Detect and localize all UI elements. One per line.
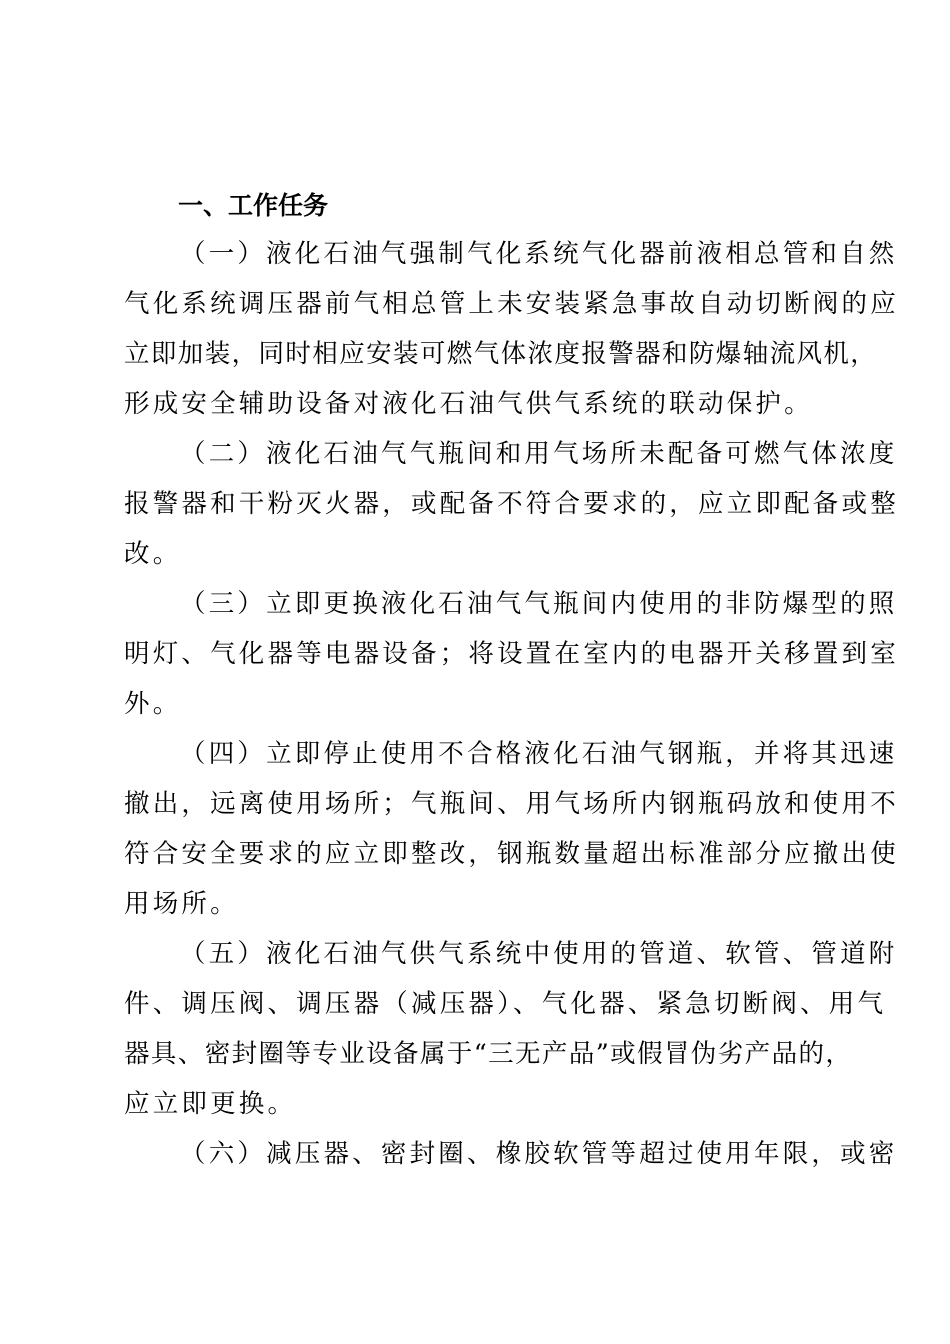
paragraph-1-line-4: 形成安全辅助设备对液化石油气供气系统的联动保护。 — [124, 389, 813, 419]
paragraph-3-line-3: 外。 — [124, 689, 182, 719]
paragraph-2-line-3: 改。 — [124, 539, 182, 569]
paragraph-6-line-1: （六）减压器、密封圈、橡胶软管等超过使用年限，或密 — [180, 1139, 898, 1169]
paragraph-2-line-1: （二）液化石油气气瓶间和用气场所未配备可燃气体浓度 — [180, 439, 898, 469]
paragraph-4-line-1: （四）立即停止使用不合格液化石油气钢瓶，并将其迅速 — [180, 739, 898, 769]
paragraph-4-line-3: 符合安全要求的应立即整改，钢瓶数量超出标准部分应撤出使 — [124, 839, 899, 869]
paragraph-3-line-2: 明灯、气化器等电器设备；将设置在室内的电器开关移置到室 — [124, 639, 899, 669]
paragraph-1-line-2: 气化系统调压器前气相总管上未安装紧急事故自动切断阀的应 — [124, 289, 899, 319]
section-heading: 一、工作任务 — [178, 191, 329, 220]
paragraph-3-line-1: （三）立即更换液化石油气气瓶间内使用的非防爆型的照 — [180, 589, 898, 619]
paragraph-5-line-3: 器具、密封圈等专业设备属于“三无产品”或假冒伪劣产品的， — [124, 1039, 853, 1069]
paragraph-4-line-2: 撤出，远离使用场所；气瓶间、用气场所内钢瓶码放和使用不 — [124, 789, 899, 819]
paragraph-5-line-4: 应立即更换。 — [124, 1089, 297, 1119]
paragraph-4-line-4: 用场所。 — [124, 889, 239, 919]
paragraph-2-line-2: 报警器和干粉灭火器，或配备不符合要求的，应立即配备或整 — [124, 489, 899, 519]
paragraph-1-line-1: （一）液化石油气强制气化系统气化器前液相总管和自然 — [180, 239, 898, 269]
paragraph-5-line-1: （五）液化石油气供气系统中使用的管道、软管、管道附 — [180, 939, 898, 969]
paragraph-5-line-2: 件、调压阀、调压器（减压器）、气化器、紧急切断阀、用气 — [124, 989, 887, 1019]
paragraph-1-line-3: 立即加装，同时相应安装可燃气体浓度报警器和防爆轴流风机， — [124, 339, 878, 369]
